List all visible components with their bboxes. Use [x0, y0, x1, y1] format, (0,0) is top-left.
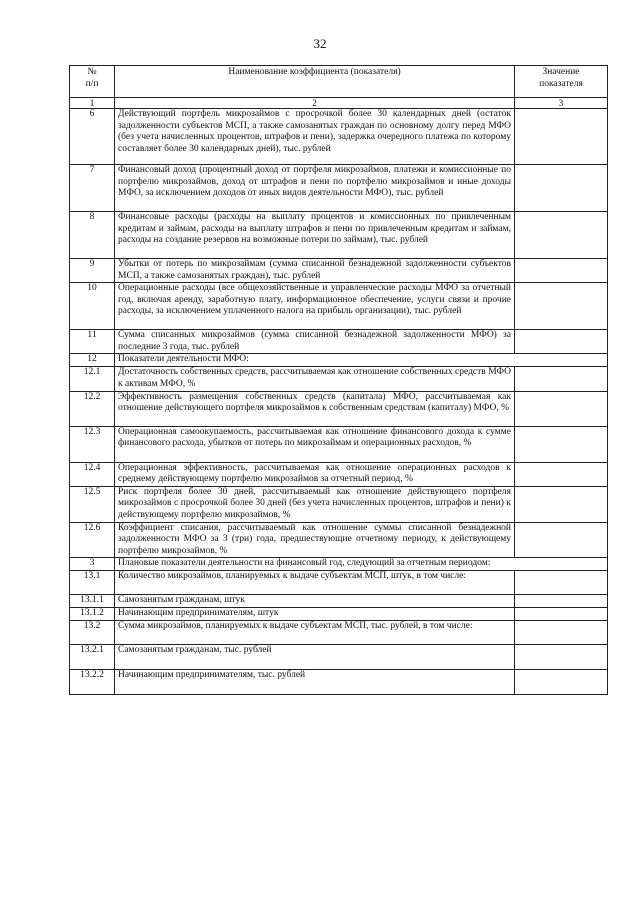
row-indicator-name: Самозанятым гражданам, штук: [115, 595, 515, 608]
header-name: Наименование коэффициента (показателя): [115, 66, 515, 98]
table-row: [70, 621, 608, 645]
row-number: 6: [70, 109, 115, 165]
table-row: [70, 595, 608, 608]
table-row: [70, 391, 608, 426]
row-indicator-name: Операционные расходы (все общехозяйственные и управленческие расходы МФО за отчетный год, включая аренду, заработную плату, информационное обеспечение, услуги связи и прочие расходы, за исключением уплаченного налога на прибыль организации), тыс. рублей: [115, 283, 515, 330]
row-indicator-name: Риск портфеля более 30 дней, рассчитываемый как отношение действующего портфеля микрозаймов с просрочкой более 30 дней (без учета начисленных процентов, штрафов и пени) к действующему портфелю микрозаймов, %: [115, 486, 515, 522]
column-index-1: 1: [70, 98, 115, 109]
row-indicator-name: Сумма списанных микрозаймов (сумма списанной безнадежной задолженности МФО) за последние 3 года, тыс. рублей: [115, 330, 515, 354]
row-number: 13.1.2: [70, 608, 115, 621]
row-value-cell[interactable]: [515, 283, 608, 330]
row-indicator-name: Плановые показатели деятельности на финансовый год, следующий за отчетным периодом:: [115, 558, 608, 571]
row-number: 11: [70, 330, 115, 354]
header-value: [515, 66, 608, 98]
table-row: [70, 571, 608, 595]
row-value-cell[interactable]: [515, 645, 608, 670]
table-row: [70, 462, 608, 486]
table-row: [70, 426, 608, 462]
row-value-cell[interactable]: [515, 330, 608, 354]
row-value-cell[interactable]: [515, 165, 608, 212]
row-value-cell[interactable]: [515, 391, 608, 426]
row-number: 12.4: [70, 462, 115, 486]
row-value-cell[interactable]: [515, 259, 608, 283]
row-number: 12.2: [70, 391, 115, 426]
table-row: [70, 522, 608, 558]
header-value-text: Значение показателя: [539, 67, 583, 89]
row-indicator-name: Убытки от потерь по микрозаймам (сумма списанной безнадежной задолженности субъектов МСП, а также самозанятых граждан), тыс. рублей: [115, 259, 515, 283]
table-row: [70, 212, 608, 259]
table-row: [70, 109, 608, 165]
row-number: 9: [70, 259, 115, 283]
row-number: 13.1: [70, 571, 115, 595]
row-indicator-name: Финансовые расходы (расходы на выплату процентов и комиссионных по привлеченным кредитам и займам, расходы на выплату штрафов и пени по привлеченным кредитам и займам, расходы на создание резервов на возможные потери по займам), тыс. рублей: [115, 212, 515, 259]
row-value-cell[interactable]: [515, 212, 608, 259]
table-row: [70, 558, 608, 571]
header-number-text: № п/п: [85, 67, 99, 89]
table-row: [70, 259, 608, 283]
table-row: [70, 165, 608, 212]
table-body: [70, 109, 608, 695]
row-indicator-name: Начинающим предпринимателям, штук: [115, 608, 515, 621]
header-number: [70, 66, 115, 98]
table-row: [70, 354, 608, 367]
row-indicator-name: Количество микрозаймов, планируемых к выдаче субъектам МСП, штук, в том числе:: [115, 571, 515, 595]
table-header-row: [70, 66, 608, 98]
row-number: 12.1: [70, 367, 115, 391]
coefficients-table: [69, 65, 608, 695]
row-number: 13.1.1: [70, 595, 115, 608]
row-number: 13.2.1: [70, 645, 115, 670]
table-row: [70, 645, 608, 670]
table-row: [70, 283, 608, 330]
row-value-cell[interactable]: [515, 462, 608, 486]
row-value-cell[interactable]: [515, 608, 608, 621]
table-row: [70, 670, 608, 695]
row-value-cell[interactable]: [515, 595, 608, 608]
row-value-cell[interactable]: [515, 367, 608, 391]
row-number: 12: [70, 354, 115, 367]
column-index-row: [70, 98, 608, 109]
row-indicator-name: Действующий портфель микрозаймов с просрочкой более 30 календарных дней (остаток задолженности субъектов МСП, а также самозанятых граждан по основному долгу перед МФО (без учета начисленных процентов, штрафов и пени), задержка очередного платежа по которому составляет более 30 календарных дней), тыс. рублей: [115, 109, 515, 165]
row-number: 8: [70, 212, 115, 259]
row-indicator-name: Начинающим предпринимателям, тыс. рублей: [115, 670, 515, 695]
row-value-cell[interactable]: [515, 486, 608, 522]
row-number: 3: [70, 558, 115, 571]
table-row: [70, 330, 608, 354]
table-row: [70, 486, 608, 522]
row-number: 12.5: [70, 486, 115, 522]
row-value-cell[interactable]: [515, 670, 608, 695]
page-number: 32: [313, 36, 327, 51]
row-number: 7: [70, 165, 115, 212]
row-value-cell[interactable]: [515, 522, 608, 558]
row-indicator-name: Сумма микрозаймов, планируемых к выдаче субъектам МСП, тыс. рублей, в том числе:: [115, 621, 515, 645]
row-value-cell[interactable]: [515, 621, 608, 645]
table-row: [70, 367, 608, 391]
column-index-2: 2: [115, 98, 515, 109]
row-number: 13.2: [70, 621, 115, 645]
row-indicator-name: Показатели деятельности МФО:: [115, 354, 608, 367]
row-indicator-name: Достаточность собственных средств, рассчитываемая как отношение собственных средств МФО к активам МФО, %: [115, 367, 515, 391]
row-indicator-name: Операционная самоокупаемость, рассчитываемая как отношение финансового дохода к сумме финансового расхода, убытков от потерь по микрозаймам и операционных расходов, %: [115, 426, 515, 462]
row-indicator-name: Самозанятым гражданам, тыс. рублей: [115, 645, 515, 670]
row-value-cell[interactable]: [515, 571, 608, 595]
row-indicator-name: Эффективность размещения собственных средств (капитала) МФО, рассчитываемая как отношение действующего портфеля микрозаймов к собственным средствам (капиталу) МФО, %: [115, 391, 515, 426]
row-value-cell[interactable]: [515, 109, 608, 165]
column-index-3: 3: [515, 98, 608, 109]
table-row: [70, 608, 608, 621]
row-number: 12.3: [70, 426, 115, 462]
row-value-cell[interactable]: [515, 426, 608, 462]
row-indicator-name: Операционная эффективность, рассчитываемая как отношение операционных расходов к среднему действующему портфелю микрозаймов за отчетный период, %: [115, 462, 515, 486]
row-number: 10: [70, 283, 115, 330]
row-indicator-name: Финансовый доход (процентный доход от портфеля микрозаймов, платежи и комиссионные по портфелю микрозаймов, доход от штрафов и пени по портфелю микрозаймов и иные доходы МФО, за исключением доходов от иных видов деятельности МФО), тыс. рублей: [115, 165, 515, 212]
row-number: 13.2.2: [70, 670, 115, 695]
row-indicator-name: Коэффициент списания, рассчитываемый как отношение суммы списанной безнадежной задолженности МФО за 3 (три) года, предшествующие отчетному периоду, к действующему портфелю микрозаймов, %: [115, 522, 515, 558]
row-number: 12.6: [70, 522, 115, 558]
